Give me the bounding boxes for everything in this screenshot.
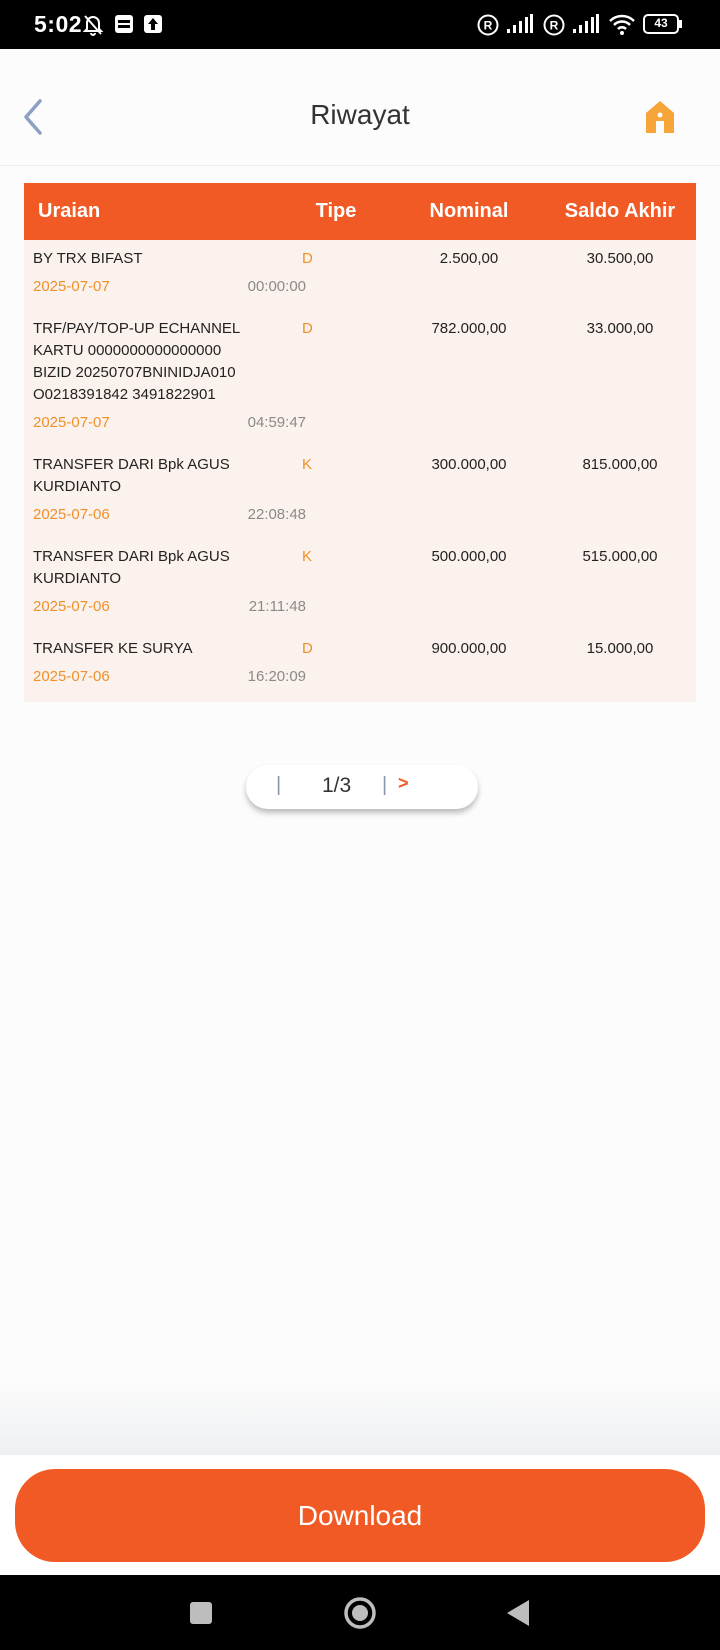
status-time: 5:02 [34, 11, 83, 37]
svg-text:R: R [549, 18, 559, 33]
ending-balance: 15.000,00 [586, 640, 654, 657]
transaction-date: 2025-07-07 [33, 414, 110, 431]
status-bar [0, 0, 720, 49]
transaction-amount: 300.000,00 [431, 456, 507, 473]
download-button[interactable]: Download [15, 1469, 705, 1562]
description-line: BIZID 20250707BNINIDJA010 [33, 364, 236, 381]
transaction-time: 16:20:09 [247, 668, 306, 685]
header-nominal: Nominal [429, 200, 509, 222]
pagination-separator: | [382, 774, 388, 796]
app-header [0, 49, 720, 166]
battery-icon [643, 14, 683, 39]
transaction-date: 2025-07-07 [33, 278, 110, 295]
table-row[interactable] [24, 310, 696, 446]
home-circle-icon[interactable] [343, 1596, 377, 1635]
transaction-date: 2025-07-06 [33, 506, 110, 523]
transaction-type: D [302, 320, 313, 337]
description-line: TRF/PAY/TOP-UP ECHANNEL [33, 320, 241, 337]
recents-square-icon[interactable] [189, 1601, 213, 1630]
row-meta [24, 498, 696, 538]
transaction-type: K [302, 456, 313, 473]
transaction-type: K [302, 548, 313, 565]
description-line: TRANSFER DARI Bpk AGUS [33, 548, 230, 565]
roaming-icon [543, 14, 565, 41]
transaction-time: 22:08:48 [247, 506, 306, 523]
pagination [246, 765, 478, 809]
bottom-bar [0, 1455, 720, 1575]
ending-balance: 815.000,00 [582, 456, 658, 473]
description-line: KURDIANTO [33, 570, 122, 587]
svg-text:R: R [483, 18, 493, 33]
description-line: KURDIANTO [33, 478, 122, 495]
table-row[interactable] [24, 240, 696, 310]
roaming-icon [477, 14, 499, 41]
next-page-button[interactable]: > [398, 773, 409, 793]
table-row[interactable] [24, 630, 696, 702]
battery-level: 43 [654, 16, 668, 30]
transaction-type: D [302, 250, 313, 267]
table-row[interactable] [24, 538, 696, 630]
ending-balance: 33.000,00 [586, 320, 654, 337]
back-triangle-icon[interactable] [505, 1599, 531, 1632]
history-table [24, 183, 696, 702]
bell-off-icon [82, 14, 104, 41]
pagination-separator: | [276, 774, 282, 796]
signal-icon [572, 14, 600, 39]
signal-icon [506, 14, 534, 39]
row-meta [24, 660, 696, 702]
row-meta [24, 270, 696, 310]
bottom-fade [0, 1380, 720, 1455]
transaction-type: D [302, 640, 313, 657]
ending-balance: 515.000,00 [582, 548, 658, 565]
header-uraian: Uraian [38, 200, 101, 222]
page-title: Riwayat [310, 99, 410, 130]
transaction-time: 04:59:47 [247, 414, 306, 431]
wifi-icon [608, 12, 636, 41]
transaction-description [24, 538, 273, 590]
transaction-amount: 782.000,00 [431, 320, 507, 337]
description-line: KARTU 0000000000000000 [33, 342, 222, 359]
header-tipe: Tipe [315, 200, 357, 222]
page-indicator: 1/3 [322, 774, 352, 797]
transaction-amount: 900.000,00 [431, 640, 507, 657]
transaction-description [24, 630, 273, 660]
transaction-time: 21:11:48 [248, 598, 306, 615]
transaction-description [24, 446, 273, 498]
transaction-description [24, 310, 273, 406]
home-icon [642, 99, 678, 135]
row-meta [24, 406, 696, 446]
transaction-amount: 500.000,00 [431, 548, 507, 565]
description-line: BY TRX BIFAST [33, 250, 143, 267]
description-line: TRANSFER KE SURYA [33, 640, 193, 657]
transaction-date: 2025-07-06 [33, 668, 110, 685]
transaction-amount: 2.500,00 [439, 250, 499, 267]
home-button[interactable] [642, 99, 678, 135]
transaction-date: 2025-07-06 [33, 598, 110, 615]
system-nav-bar [0, 1575, 720, 1650]
table-header [24, 183, 696, 240]
brimo-icon [114, 14, 134, 39]
transaction-time: 00:00:00 [247, 278, 306, 295]
row-meta [24, 590, 696, 630]
table-row[interactable] [24, 446, 696, 538]
header-saldo: Saldo Akhir [564, 200, 676, 222]
description-line: TRANSFER DARI Bpk AGUS [33, 456, 230, 473]
ending-balance: 30.500,00 [586, 250, 654, 267]
upload-icon [143, 14, 163, 39]
description-line: O0218391842 3491822901 [33, 386, 216, 403]
transaction-description [24, 240, 273, 270]
